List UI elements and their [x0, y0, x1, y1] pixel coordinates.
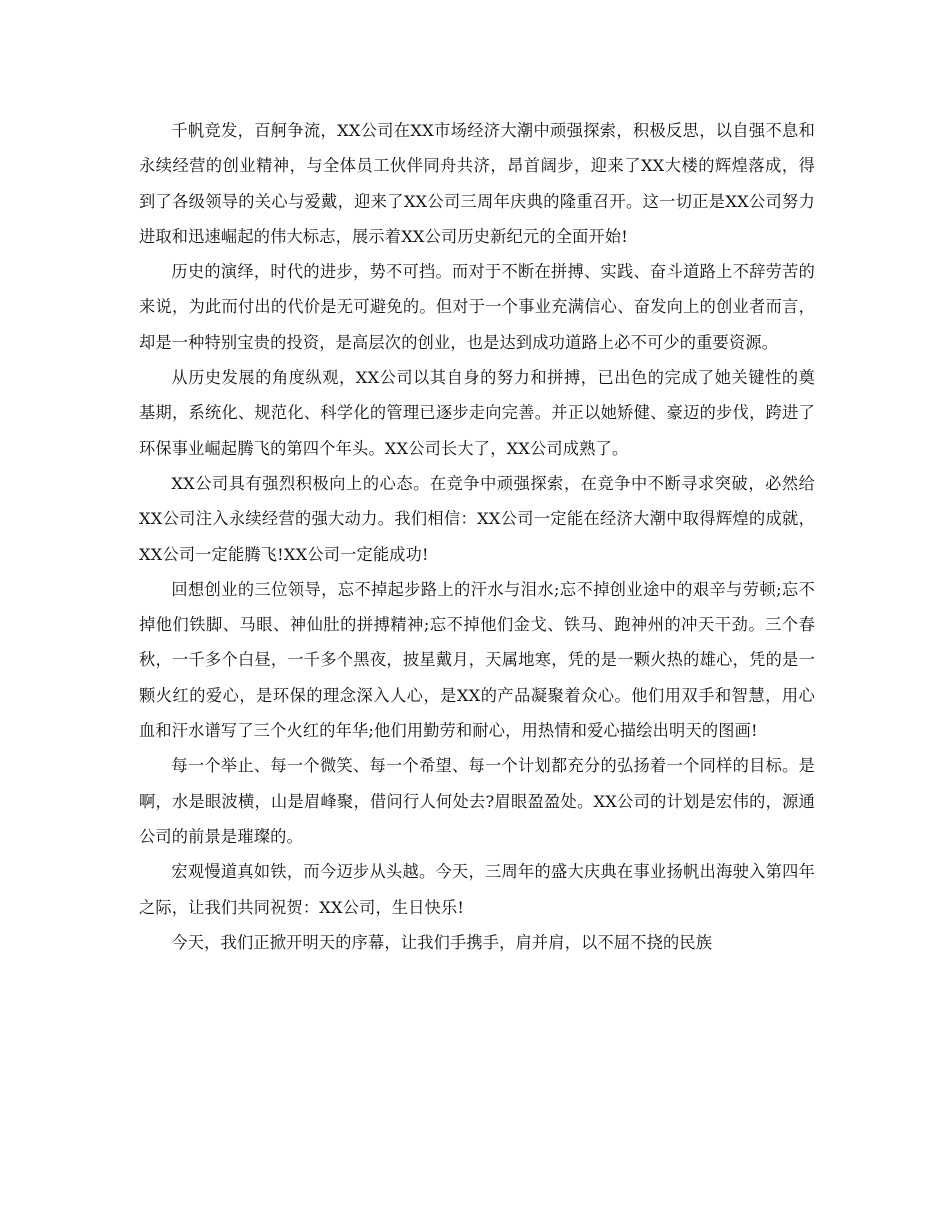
paragraph-8: 今天，我们正掀开明天的序幕，让我们手携手，肩并肩，以不屈不挠的民族: [171, 932, 713, 952]
paragraph-5: 回想创业的三位领导，忘不掉起步路上的汗水与泪水;忘不掉创业途中的艰辛与劳顿;忘不掉他们铁脚、马眼、神仙肚的拼搏精神;忘不掉他们金戈、铁马、跑神州的冲天干劲。三个春秋，一千多个白昼，一千多个黑夜，披星戴月，天属地寒，凭的是一颗火热的雄心，凭的是一颗火红的爱心，是环保的理念深入人心，是XX的产品凝聚着众心。他们用双手和智慧，用心血和汗水谱写了三个火红的年华;他们用勤劳和耐心，用热情和爱心描绘出明天的图画!: [139, 579, 815, 741]
paragraph-1: 千帆竞发，百舸争流，XX公司在XX市场经济大潮中顽强探索，积极反思，以自强不息和永续经营的创业精神，与全体员工伙伴同舟共济，昂首阔步，迎来了XX大楼的辉煌落成，得到了各级领导的关心与爱戴，迎来了XX公司三周年庆典的隆重召开。这一切正是XX公司努力进取和迅速崛起的伟大标志，展示着XX公司历史新纪元的全面开始!: [139, 121, 815, 246]
paragraph-6: 每一个举止、每一个微笑、每一个希望、每一个计划都充分的弘扬着一个同样的目标。是啊，水是眼波横，山是眉峰聚，借问行人何处去?眉眼盈盈处。XX公司的计划是宏伟的，源通公司的前景是璀璨的。: [139, 756, 815, 846]
paragraph-2: 历史的演绎，时代的进步，势不可挡。而对于不断在拼搏、实践、奋斗道路上不辞劳苦的来说，为此而付出的代价是无可避免的。但对于一个事业充满信心、奋发向上的创业者而言，却是一种特别宝贵的投资，是高层次的创业，也是达到成功道路上必不可少的重要资源。: [139, 262, 815, 352]
paragraph-4: XX公司具有强烈积极向上的心态。在竞争中顽强探索，在竞争中不断寻求突破，必然给XX公司注入永续经营的强大动力。我们相信：XX公司一定能在经济大潮中取得辉煌的成就，XX公司一定能腾飞!XX公司一定能成功!: [139, 473, 815, 564]
document-body: [139, 113, 815, 960]
paragraph-3: 从历史发展的角度纵观，XX公司以其自身的努力和拼搏，已出色的完成了她关键性的奠基期，系统化、规范化、科学化的管理已逐步走向完善。并正以她矫健、豪迈的步伐，跨进了环保事业崛起腾飞的第四个年头。XX公司长大了，XX公司成熟了。: [139, 368, 815, 458]
paragraph-7: 宏观慢道真如铁，而今迈步从头越。今天，三周年的盛大庆典在事业扬帆出海驶入第四年之际，让我们共同祝贺：XX公司，生日快乐!: [139, 862, 815, 917]
